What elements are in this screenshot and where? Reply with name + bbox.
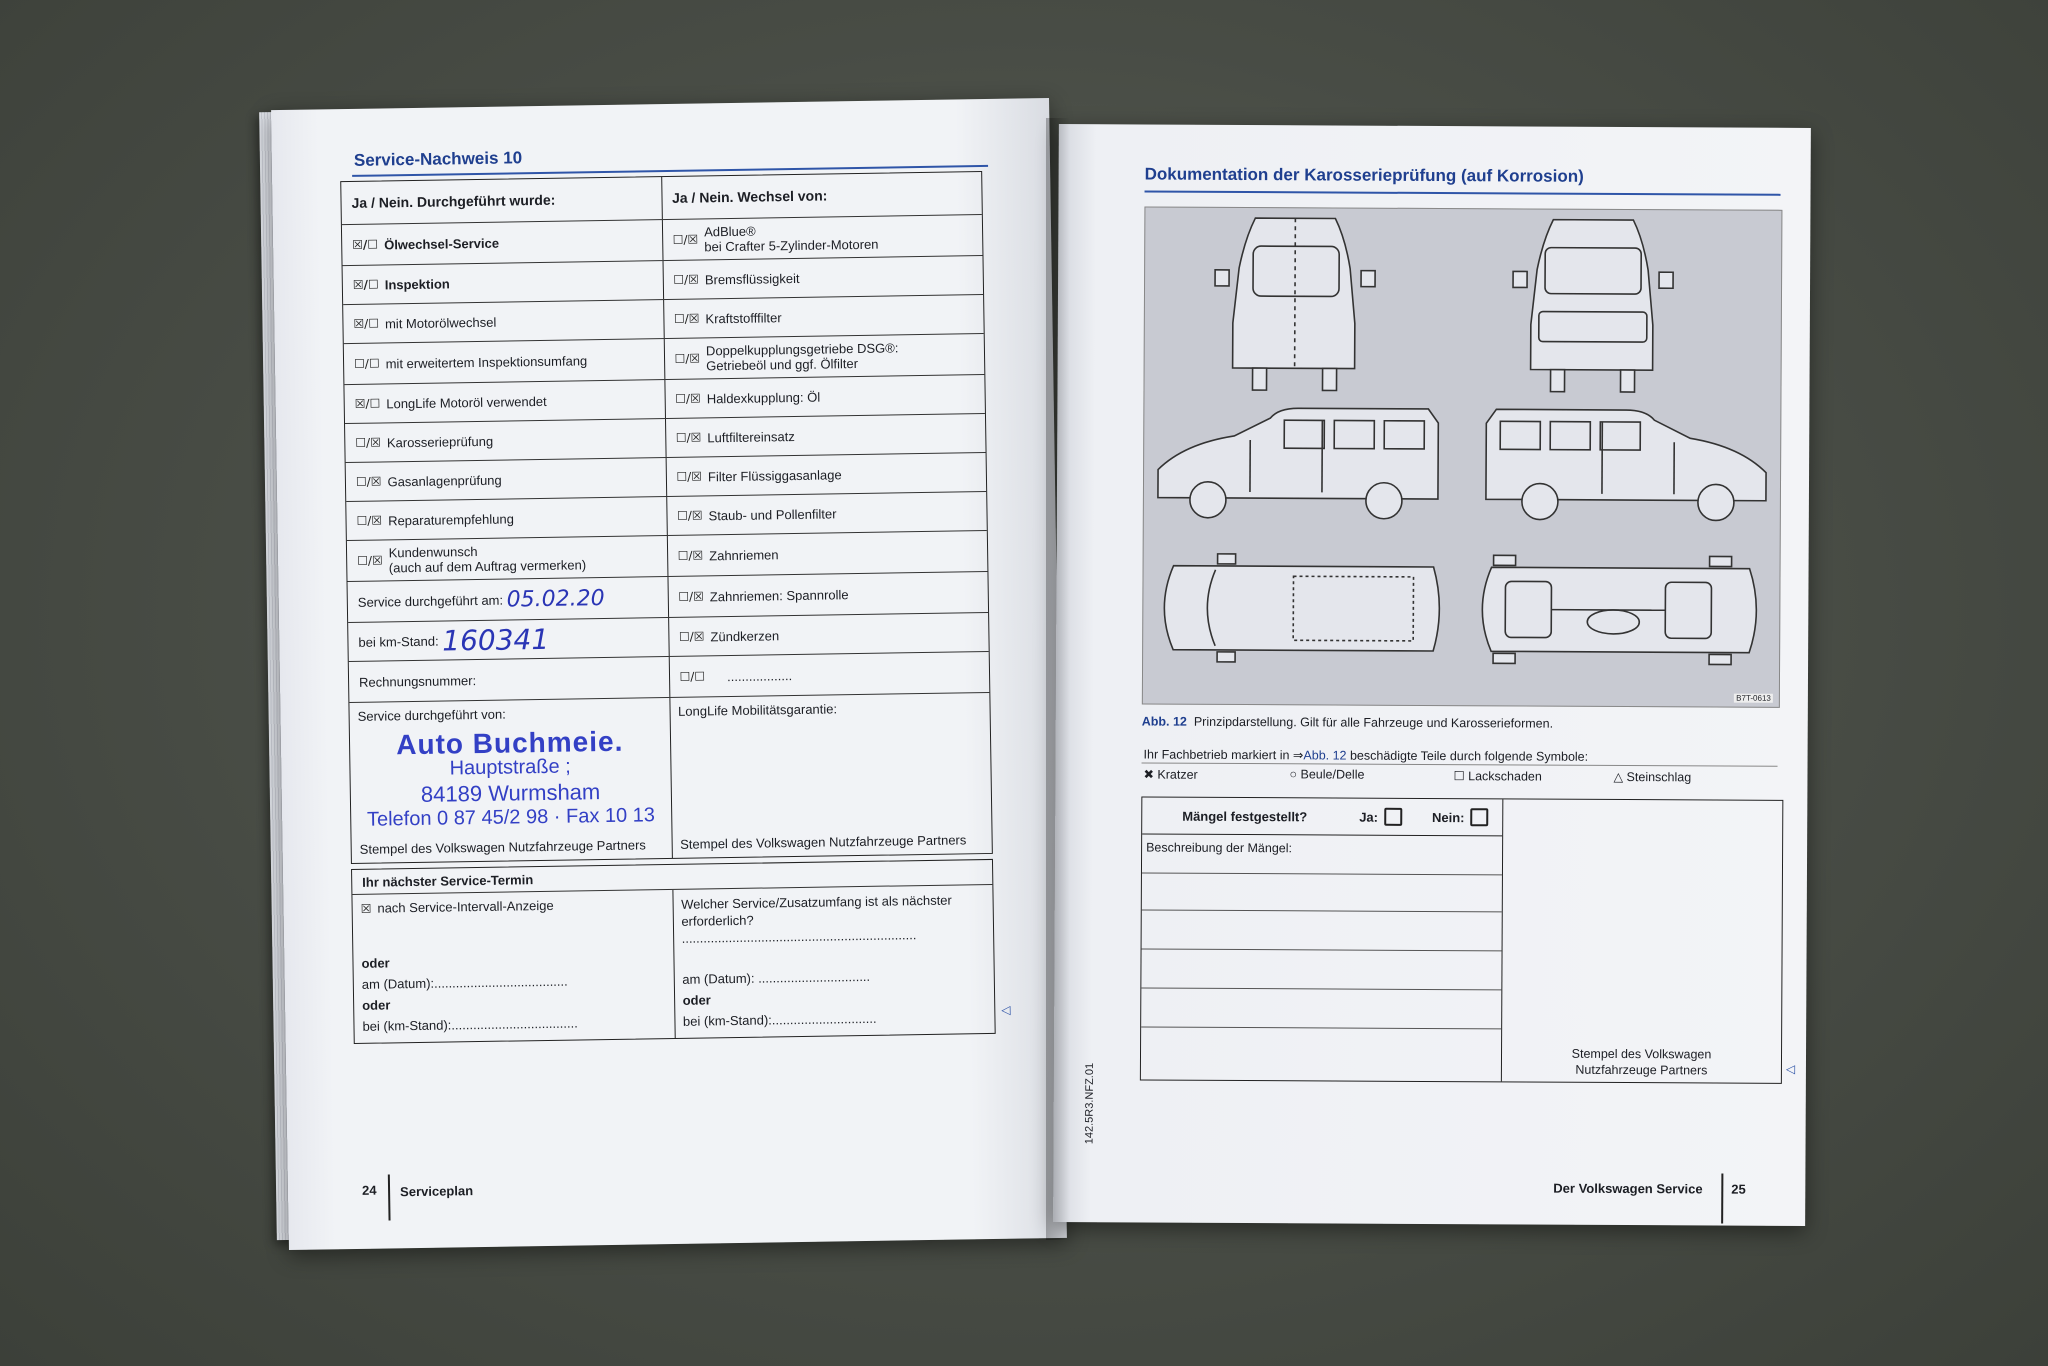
vehicle-side-view-right[interactable] bbox=[1486, 409, 1767, 520]
figure-caption bbox=[1142, 714, 1553, 730]
blank-line[interactable]: ................................................................. bbox=[681, 927, 917, 946]
or-label: oder bbox=[361, 955, 390, 971]
damage-symbol-legend bbox=[1143, 766, 1783, 784]
column-header-changed: Ja / Nein. Wechsel von: bbox=[661, 172, 982, 219]
vehicle-underbody-view[interactable] bbox=[1482, 555, 1757, 664]
defects-table bbox=[1140, 796, 1783, 1083]
book-spine-shadow bbox=[1046, 118, 1070, 1240]
km-handwritten[interactable]: 160341 bbox=[442, 622, 550, 658]
checkbox-pair[interactable]: ☐/☒ bbox=[677, 548, 704, 563]
or-label: oder bbox=[362, 997, 391, 1013]
row-label: Gasanlagenprüfung bbox=[387, 472, 502, 489]
instruction-text: Ihr Fachbetrieb markiert in ⇒ bbox=[1143, 747, 1304, 763]
page-number-right: 25 bbox=[1731, 1181, 1746, 1197]
defects-stamp-area bbox=[1502, 799, 1782, 1082]
continue-arrow-icon: ◁ bbox=[1785, 1061, 1796, 1076]
longlife-label: LongLife Mobilitätsgarantie: bbox=[677, 701, 838, 719]
description-line[interactable] bbox=[1142, 909, 1502, 950]
row-sublabel: bei Crafter 5-Zylinder-Motoren bbox=[704, 236, 879, 255]
row-label: Zahnriemen: Spannrolle bbox=[709, 586, 849, 604]
checkbox-pair[interactable]: ☒/☐ bbox=[354, 396, 381, 411]
stamp-caption: Stempel des Volkswagen Nutzfahrzeuge Partners bbox=[359, 837, 646, 857]
checkbox-pair[interactable]: ☒/☐ bbox=[353, 316, 380, 331]
next-km-field[interactable]: bei (km-Stand):................................... bbox=[362, 1015, 578, 1034]
stamp-line: Telefon 0 87 45/2 98 · Fax 10 13 bbox=[366, 804, 656, 831]
figure-link[interactable]: Abb. 12 bbox=[1303, 748, 1347, 763]
continue-arrow-icon: ◁ bbox=[1001, 1002, 1011, 1017]
checkbox-pair[interactable]: ☒/☐ bbox=[352, 277, 379, 292]
column-header-performed: Ja / Nein. Durchgeführt wurde: bbox=[351, 191, 556, 211]
checkbox-pair[interactable]: ☐/☒ bbox=[355, 435, 382, 450]
checkbox-pair[interactable]: ☐/☒ bbox=[678, 629, 705, 644]
next-km-field[interactable]: bei (km-Stand):............................. bbox=[682, 1010, 877, 1029]
row-label: mit erweitertem Inspektionsumfang bbox=[385, 352, 588, 371]
next-date-field[interactable]: am (Datum):..................................... bbox=[361, 973, 568, 992]
checkbox-pair[interactable]: ☐/☒ bbox=[673, 272, 699, 287]
caption-label: Abb. 12 bbox=[1141, 714, 1187, 729]
row-label: Haldexkupplung: Öl bbox=[706, 389, 821, 406]
description-line[interactable] bbox=[1142, 872, 1502, 911]
row-label: Ölwechsel-Service bbox=[384, 235, 500, 252]
next-service-table bbox=[351, 859, 996, 1044]
checkbox-interval[interactable]: ☒ bbox=[360, 901, 372, 916]
page-number-left: 24 bbox=[361, 1182, 377, 1198]
description-label: Beschreibung der Mängel: bbox=[1146, 840, 1293, 856]
checkbox-pair[interactable]: ☐/☒ bbox=[672, 232, 699, 247]
next-date-field[interactable]: am (Datum): ............................... bbox=[682, 968, 871, 987]
description-line[interactable] bbox=[1141, 948, 1501, 989]
defects-left-column bbox=[1141, 797, 1503, 1081]
row-label: Kundenwunsch bbox=[388, 543, 478, 561]
legend-item bbox=[1289, 767, 1453, 783]
row-label: mit Motorölwechsel bbox=[384, 314, 497, 331]
legend-instruction bbox=[1144, 746, 1589, 763]
vehicle-side-view-left[interactable] bbox=[1158, 408, 1439, 519]
document-code: 142.5R3.NFZ.01 bbox=[1083, 1062, 1096, 1145]
row-label: Luftfiltereinsatz bbox=[707, 428, 795, 445]
vehicle-front-view[interactable] bbox=[1512, 219, 1673, 392]
row-sublabel: Getriebeöl und ggf. Ölfilter bbox=[706, 355, 859, 374]
legend-label: Kratzer bbox=[1157, 767, 1198, 782]
option-interval-label: nach Service-Intervall-Anzeige bbox=[377, 897, 554, 916]
row-label: Bremsflüssigkeit bbox=[704, 270, 800, 287]
footer-section-name: Serviceplan bbox=[399, 1183, 474, 1200]
row-label: Doppelkupplungsgetriebe DSG®: bbox=[705, 340, 899, 359]
title-rule bbox=[1145, 190, 1781, 195]
checkbox-pair[interactable]: ☐/☒ bbox=[673, 311, 700, 326]
service-record-table bbox=[340, 171, 993, 864]
checkbox-pair[interactable]: ☐/☒ bbox=[678, 589, 704, 604]
legend-label: Lackschaden bbox=[1468, 769, 1542, 784]
vehicle-outlines-svg bbox=[1143, 207, 1782, 706]
row-label: AdBlue® bbox=[704, 223, 756, 240]
row-label: Filter Flüssiggasanlage bbox=[707, 466, 842, 484]
row-sublabel: (auch auf dem Auftrag vermerken) bbox=[388, 557, 587, 576]
checkbox-pair[interactable]: ☐/☒ bbox=[676, 508, 703, 523]
km-label: bei km-Stand: bbox=[358, 633, 439, 650]
stamp-caption: Stempel des Volkswagen Nutzfahrzeuge Partners bbox=[1571, 1046, 1712, 1078]
legend-item bbox=[1613, 769, 1691, 784]
performed-by-label: Service durchgeführt von: bbox=[357, 706, 506, 724]
checkbox-pair[interactable]: ☐/☐ bbox=[353, 356, 380, 371]
description-line[interactable] bbox=[1141, 1026, 1501, 1059]
footer-title: Der Volkswagen Service bbox=[1553, 1180, 1703, 1197]
table-row-stamps bbox=[349, 692, 991, 863]
row-label: Zahnriemen bbox=[709, 546, 779, 563]
blank-line: .................. bbox=[726, 667, 793, 684]
row-label: Staub- und Pollenfilter bbox=[708, 505, 837, 523]
legend-item bbox=[1453, 768, 1613, 784]
no-label: Nein: bbox=[1431, 809, 1465, 825]
section-title-body-check: Dokumentation der Karosserieprüfung (auf Korrosion) bbox=[1144, 164, 1584, 186]
checkbox-pair[interactable]: ☐/☐ bbox=[679, 669, 706, 684]
footer-divider bbox=[1721, 1174, 1723, 1224]
description-line[interactable] bbox=[1141, 987, 1501, 1028]
stamp-line: 84189 Wurmsham bbox=[420, 779, 601, 807]
row-label: Inspektion bbox=[384, 275, 450, 292]
footer-divider bbox=[388, 1174, 390, 1220]
next-service-question: Welcher Service/Zusatzumfang ist als nächster erforderlich? bbox=[681, 892, 952, 929]
dent-icon: ○ bbox=[1289, 767, 1298, 782]
right-page bbox=[1053, 124, 1811, 1226]
stamp-line: Auto Buchmeie. bbox=[396, 725, 624, 761]
checkbox-pair[interactable]: ☒/☐ bbox=[352, 237, 379, 252]
stamp-caption: Stempel des Volkswagen Nutzfahrzeuge Partners bbox=[680, 832, 967, 852]
checkbox-pair[interactable]: ☐/☒ bbox=[675, 391, 701, 406]
figure-code: B7T-0613 bbox=[1736, 693, 1771, 703]
no-checkbox[interactable] bbox=[1470, 808, 1488, 826]
checkbox-pair[interactable]: ☐/☒ bbox=[355, 474, 382, 489]
dealer-stamp bbox=[366, 725, 656, 833]
vehicle-top-view[interactable] bbox=[1164, 554, 1440, 663]
instruction-text: beschädigte Teile durch folgende Symbole: bbox=[1349, 748, 1589, 764]
defects-question-row bbox=[1142, 797, 1502, 836]
service-date-label: Service durchgeführt am: bbox=[357, 592, 504, 610]
invoice-label: Rechnungsnummer: bbox=[358, 672, 477, 690]
service-date-handwritten[interactable]: 05.02.20 bbox=[506, 585, 605, 613]
legend-label: Steinschlag bbox=[1626, 770, 1692, 785]
stone-chip-icon: △ bbox=[1613, 769, 1624, 785]
row-label: Kraftstofffilter bbox=[705, 309, 782, 326]
legend-item bbox=[1143, 766, 1289, 782]
or-label: oder bbox=[682, 992, 711, 1008]
defects-question: Mängel festgestellt? bbox=[1182, 808, 1308, 824]
checkbox-pair[interactable]: ☐/☒ bbox=[357, 553, 383, 568]
next-service-title: Ihr nächster Service-Termin bbox=[362, 871, 534, 890]
yes-checkbox[interactable] bbox=[1384, 808, 1402, 826]
row-label: Karosserieprüfung bbox=[386, 433, 494, 450]
left-page bbox=[271, 98, 1067, 1250]
legend-label: Beule/Delle bbox=[1300, 767, 1365, 782]
section-title-service: Service-Nachweis 10 bbox=[353, 148, 523, 170]
vehicle-diagram[interactable] bbox=[1142, 206, 1783, 707]
row-label: Zündkerzen bbox=[710, 627, 780, 644]
checkbox-pair[interactable]: ☐/☒ bbox=[675, 430, 702, 445]
checkbox-pair[interactable]: ☐/☒ bbox=[676, 469, 703, 484]
checkbox-pair[interactable]: ☐/☒ bbox=[674, 351, 701, 366]
stamp-line: Hauptstraße ; bbox=[449, 755, 571, 780]
yes-label: Ja: bbox=[1359, 809, 1379, 825]
checkbox-pair[interactable]: ☐/☒ bbox=[356, 513, 383, 528]
scratch-icon: ✖ bbox=[1143, 767, 1154, 782]
vehicle-rear-view[interactable] bbox=[1214, 218, 1375, 391]
row-label: Reparaturempfehlung bbox=[387, 510, 514, 528]
paint-damage-icon: ☐ bbox=[1453, 769, 1465, 784]
caption-text: Prinzipdarstellung. Gilt für alle Fahrzeuge und Karosserieformen. bbox=[1193, 714, 1554, 731]
row-label: LongLife Motoröl verwendet bbox=[386, 393, 547, 411]
